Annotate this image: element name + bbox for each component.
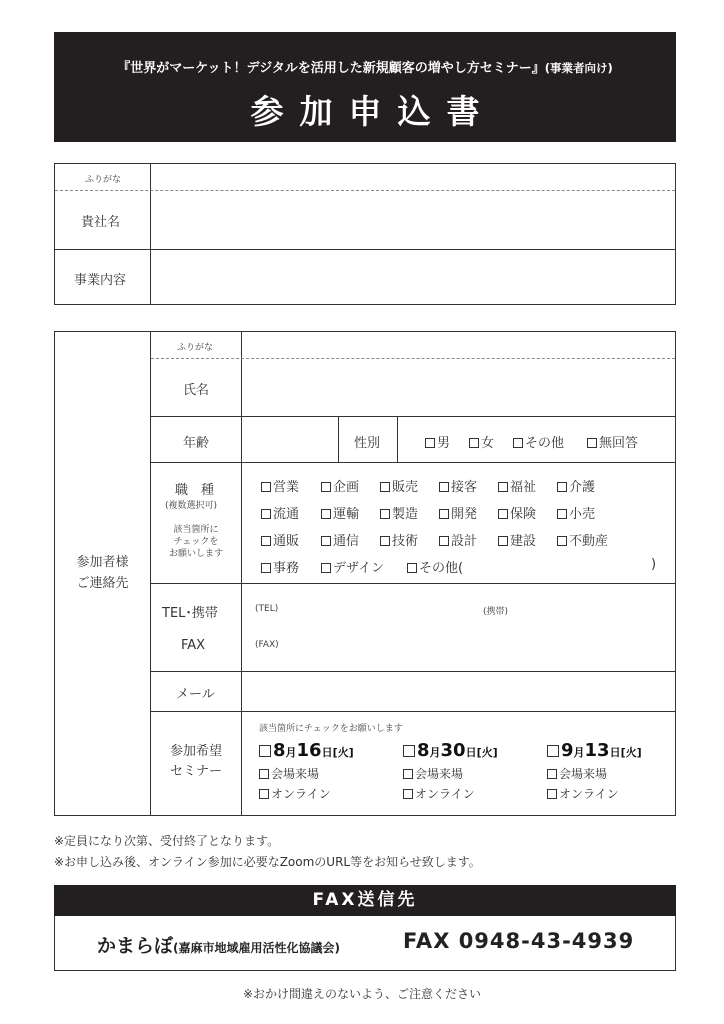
seminar-0830-venue-checkbox[interactable]: 会場来場 (403, 765, 463, 782)
checkbox-icon (259, 789, 269, 799)
checkbox-icon (259, 769, 269, 779)
job-checkbox[interactable]: 開発 (439, 503, 477, 522)
mail-field[interactable] (242, 672, 675, 711)
job-checkbox[interactable]: 不動産 (557, 530, 608, 549)
job-checkbox[interactable]: 福祉 (498, 476, 536, 495)
checkbox-icon (513, 438, 523, 448)
seminar-0816-online-checkbox[interactable]: オンライン (259, 785, 331, 802)
note-zoom: ※お申し込み後、オンライン参加に必要なZoomのURL等をお知らせ致します。 (54, 855, 481, 869)
seminar-label: 参加希望 セミナー (169, 744, 222, 779)
participant-name-label: 氏名 (183, 383, 210, 398)
checkbox-icon (321, 509, 331, 519)
note-capacity: ※定員になり次第、受付終了となります。 (54, 834, 280, 848)
gender-male-checkbox[interactable]: 男 (425, 432, 450, 451)
footer-note: ※おかけ間違えのないよう、ご注意ください (242, 987, 482, 1001)
job-checkbox[interactable]: 製造 (380, 503, 418, 522)
job-checkbox[interactable]: 設計 (439, 530, 477, 549)
job-checkbox[interactable]: 販売 (380, 476, 418, 495)
participant-section-label (55, 552, 150, 594)
checkbox-icon (380, 536, 390, 546)
page-title: 参加申込書 (250, 92, 496, 131)
checkbox-icon (403, 789, 413, 799)
participant-furigana-label: ふりがな (177, 343, 214, 353)
participant-name-field[interactable] (242, 359, 675, 416)
participant-table (54, 331, 676, 816)
seminar-date-0913-checkbox[interactable]: 9月13日[火] (547, 740, 642, 761)
checkbox-icon (261, 482, 271, 492)
checkbox-icon (403, 745, 415, 757)
checkbox-icon (380, 509, 390, 519)
checkbox-icon (321, 482, 331, 492)
job-checkbox[interactable]: 事務 (261, 557, 299, 576)
fax-field[interactable] (242, 627, 675, 671)
checkbox-icon (557, 536, 567, 546)
mobile-hint: (携帯) (483, 607, 509, 617)
gender-no-answer-checkbox[interactable]: 無回答 (587, 432, 638, 451)
checkbox-icon (557, 509, 567, 519)
seminar-name: 『世界がマーケット！デジタルを活用した新規顧客の増やし方セミナー』 (117, 61, 545, 76)
job-checkbox[interactable]: 介護 (557, 476, 595, 495)
tel-label: TEL･携帯 (162, 606, 218, 621)
job-other-close: ) (651, 557, 657, 572)
job-checkbox[interactable]: 通販 (261, 530, 299, 549)
checkbox-icon (469, 438, 479, 448)
checkbox-icon (261, 563, 271, 573)
job-other-checkbox[interactable]: その他( (407, 557, 463, 576)
seminar-0816-venue-checkbox[interactable]: 会場来場 (259, 765, 319, 782)
job-checkbox[interactable]: 営業 (261, 476, 299, 495)
checkbox-icon (439, 536, 449, 546)
company-name-label: 貴社名 (81, 215, 121, 230)
checkbox-icon (261, 536, 271, 546)
gender-other-checkbox[interactable]: その他 (513, 432, 564, 451)
job-checkbox[interactable]: 運輸 (321, 503, 359, 522)
gender-female-checkbox[interactable]: 女 (469, 432, 494, 451)
checkbox-icon (547, 789, 557, 799)
job-checkbox[interactable]: デザイン (321, 557, 384, 576)
seminar-date-0816-checkbox[interactable]: 8月16日[火] (259, 740, 354, 761)
job-other-field[interactable] (475, 554, 645, 574)
job-checkbox[interactable]: 接客 (439, 476, 477, 495)
checkbox-icon (321, 536, 331, 546)
business-field[interactable] (151, 250, 675, 304)
checkbox-icon (425, 438, 435, 448)
section-label-line-1: 参加者様 (76, 555, 129, 570)
business-label: 事業内容 (74, 273, 127, 288)
checkbox-icon (498, 482, 508, 492)
fax-hint: (FAX) (255, 640, 279, 650)
checkbox-icon (380, 482, 390, 492)
seminar-0830-online-checkbox[interactable]: オンライン (403, 785, 475, 802)
checkbox-icon (321, 563, 331, 573)
checkbox-icon (259, 745, 271, 757)
tel-hint: (TEL) (255, 604, 279, 614)
section-label-line-2: ご連絡先 (76, 576, 129, 591)
checkbox-icon (547, 769, 557, 779)
seminar-0913-venue-checkbox[interactable]: 会場来場 (547, 765, 607, 782)
job-checkbox[interactable]: 流通 (261, 503, 299, 522)
checkbox-icon (439, 509, 449, 519)
checkbox-icon (439, 482, 449, 492)
seminar-subtitle (54, 57, 676, 76)
job-hint: 該当箇所に チェックを お願いします (168, 525, 223, 559)
company-furigana-label: ふりがな (85, 175, 122, 185)
organization-name: かまらぼ(嘉麻市地域雇用活性化協議会) (97, 935, 340, 957)
company-table (54, 163, 676, 305)
company-furigana-field[interactable] (151, 164, 675, 190)
checkbox-icon (261, 509, 271, 519)
job-checkbox[interactable]: 通信 (321, 530, 359, 549)
checkbox-icon (407, 563, 417, 573)
job-checkbox[interactable]: 技術 (380, 530, 418, 549)
job-multiple-note: (複数選択可) (165, 501, 218, 511)
company-name-field[interactable] (151, 191, 675, 249)
checkbox-icon (587, 438, 597, 448)
header-banner (54, 32, 676, 142)
gender-label: 性別 (354, 436, 381, 451)
checkbox-icon (498, 509, 508, 519)
job-label: 職 種 (175, 483, 215, 498)
age-label: 年齢 (183, 436, 210, 451)
mail-label: メール (176, 687, 215, 702)
fax-destination-box (54, 916, 676, 971)
seminar-0913-online-checkbox[interactable]: オンライン (547, 785, 619, 802)
tel-field[interactable] (242, 584, 462, 624)
audience-note: (事業者向け) (544, 61, 613, 75)
checkbox-icon (547, 745, 559, 757)
checkbox-icon (557, 482, 567, 492)
seminar-date-0830-checkbox[interactable]: 8月30日[火] (403, 740, 498, 761)
job-checkbox[interactable]: 建設 (498, 530, 536, 549)
checkbox-icon (498, 536, 508, 546)
fax-label: FAX (181, 638, 206, 653)
job-checkbox[interactable]: 小売 (557, 503, 595, 522)
fax-heading: FAX送信先 (54, 885, 676, 916)
job-checkbox[interactable]: 企画 (321, 476, 359, 495)
age-field[interactable] (242, 417, 338, 462)
seminar-hint: 該当箇所にチェックをお願いします (259, 724, 403, 734)
fax-number: FAX 0948-43-4939 (403, 929, 635, 953)
mobile-field[interactable] (475, 584, 675, 624)
checkbox-icon (403, 769, 413, 779)
job-checkbox[interactable]: 保険 (498, 503, 536, 522)
